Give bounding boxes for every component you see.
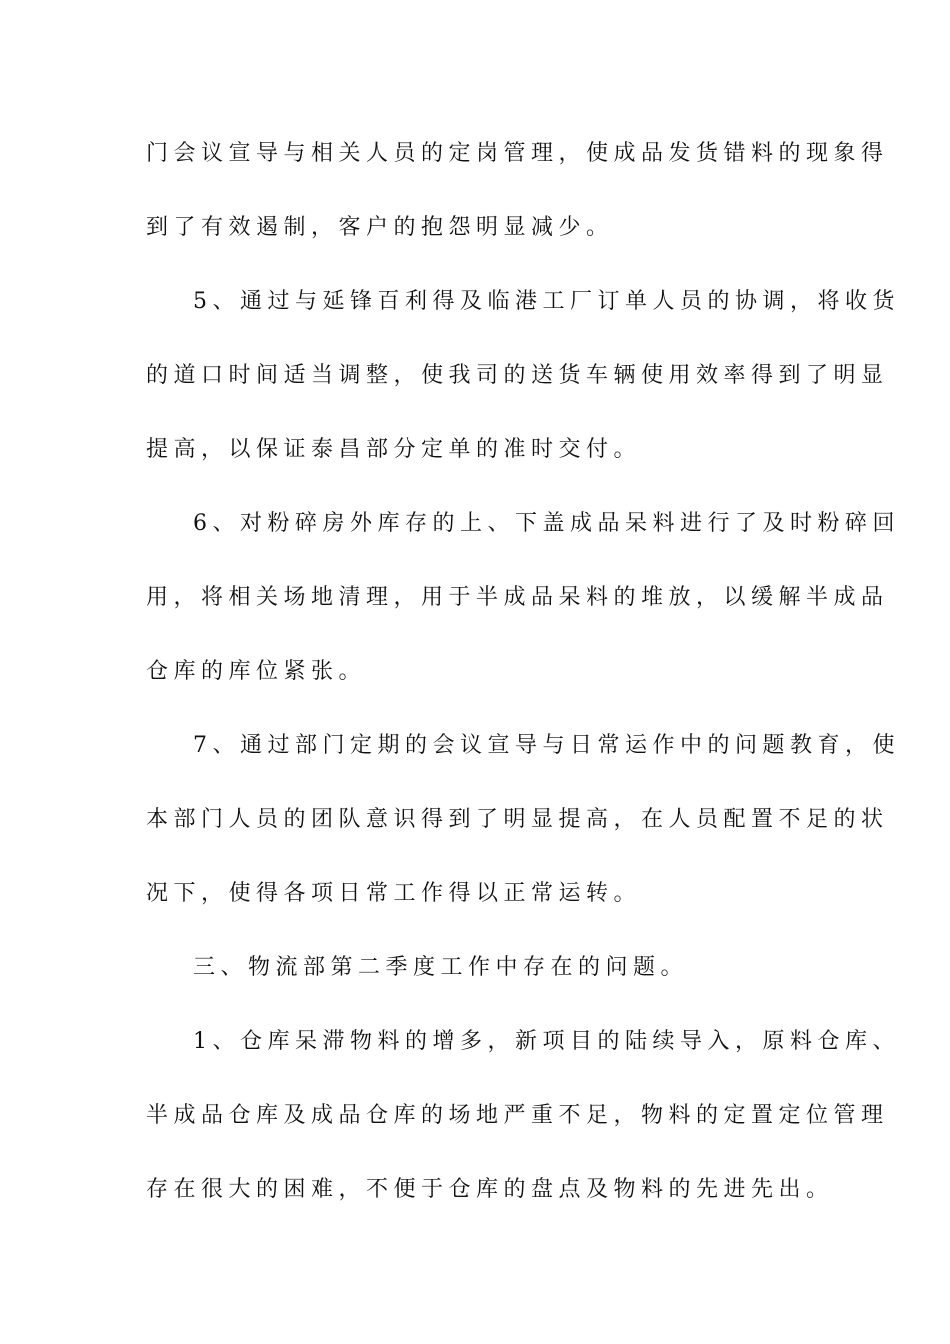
text-line-1: 门会议宣导与相关人员的定岗管理，使成品发货错料的现象得 xyxy=(146,141,889,166)
text-line-9: 7、通过部门定期的会议宣导与日常运作中的问题教育，使 xyxy=(193,733,900,758)
text-line-6: 6、对粉碎房外库存的上、下盖成品呆料进行了及时粉碎回 xyxy=(193,511,900,536)
text-line-8: 仓库的库位紧张。 xyxy=(146,659,367,684)
text-line-7: 用，将相关场地清理，用于半成品呆料的堆放，以缓解半成品 xyxy=(146,585,889,610)
section-heading: 三、物流部第二季度工作中存在的问题。 xyxy=(193,955,689,980)
text-line-15: 存在很大的困难，不便于仓库的盘点及物料的先进先出。 xyxy=(146,1177,834,1202)
text-line-4: 的道口时间适当调整，使我司的送货车辆使用效率得到了明显 xyxy=(146,363,889,388)
text-line-10: 本部门人员的团队意识得到了明显提高，在人员配置不足的状 xyxy=(146,807,889,832)
text-line-13: 1、仓库呆滞物料的增多，新项目的陆续导入，原料仓库、 xyxy=(193,1029,900,1054)
text-line-3: 5、通过与延锋百利得及临港工厂订单人员的协调，将收货 xyxy=(193,289,900,314)
text-line-5: 提高，以保证泰昌部分定单的准时交付。 xyxy=(146,437,642,462)
text-line-14: 半成品仓库及成品仓库的场地严重不足，物料的定置定位管理 xyxy=(146,1103,889,1128)
text-line-2: 到了有效遏制，客户的抱怨明显减少。 xyxy=(146,215,614,240)
text-line-11: 况下，使得各项日常工作得以正常运转。 xyxy=(146,881,642,906)
